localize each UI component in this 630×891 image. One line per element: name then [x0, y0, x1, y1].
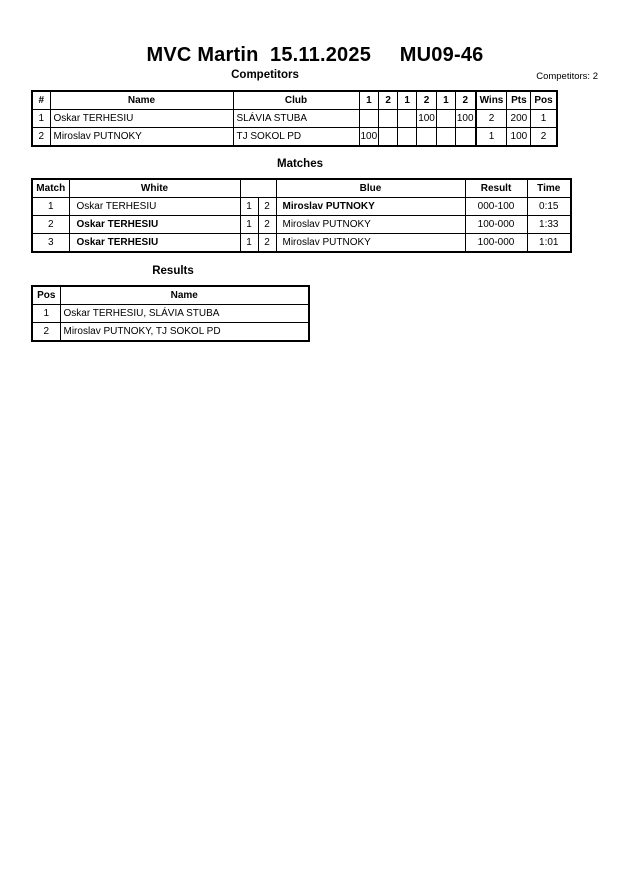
- table-row: [32, 323, 309, 342]
- cell-club: SLÁVIA STUBA: [233, 110, 359, 128]
- cell-number: 2: [32, 128, 50, 147]
- col-result: Result: [465, 179, 527, 198]
- cell-result: 100-000: [465, 216, 527, 234]
- col-match: Match: [32, 179, 69, 198]
- cell-score: 100: [417, 110, 437, 128]
- col-name: Name: [50, 91, 233, 110]
- cell-pos: 2: [531, 128, 557, 147]
- table-row: [32, 305, 309, 323]
- competitors-count: Competitors: 2: [536, 71, 598, 82]
- matches-header-row: [32, 179, 571, 198]
- cell-pts: 100: [507, 128, 531, 147]
- cell-blue-score: 2: [258, 216, 276, 234]
- cell-name: Oskar TERHESIU, SLÁVIA STUBA: [60, 305, 309, 323]
- results-header-row: [32, 286, 309, 305]
- cell-white-score: 1: [240, 234, 258, 253]
- cell-score: [379, 128, 398, 147]
- col-blue: Blue: [276, 179, 465, 198]
- col-bout-3: 1: [398, 91, 417, 110]
- cell-name: Miroslav PUTNOKY: [50, 128, 233, 147]
- cell-club: TJ SOKOL PD: [233, 128, 359, 147]
- cell-score: [436, 128, 455, 147]
- cell-pos: 1: [531, 110, 557, 128]
- competitors-table: [31, 90, 558, 147]
- table-row: [32, 128, 557, 147]
- cell-time: 1:33: [527, 216, 571, 234]
- col-pts: Pts: [507, 91, 531, 110]
- cell-white-score: 1: [240, 198, 258, 216]
- page-title: MVC Martin 15.11.2025 MU09-46: [146, 44, 484, 66]
- competitors-header-row: [32, 91, 557, 110]
- table-row: [32, 198, 571, 216]
- col-number: #: [32, 91, 50, 110]
- cell-score: [417, 128, 437, 147]
- cell-blue: Miroslav PUTNOKY: [276, 216, 465, 234]
- col-white: White: [69, 179, 240, 198]
- cell-score: 100: [359, 128, 379, 147]
- cell-wins: 2: [476, 110, 507, 128]
- col-bout-4: 2: [417, 91, 437, 110]
- cell-name: Oskar TERHESIU: [50, 110, 233, 128]
- cell-score: [398, 110, 417, 128]
- competitors-heading: Competitors: [231, 69, 299, 81]
- cell-number: 1: [32, 110, 50, 128]
- matches-heading: Matches: [276, 158, 324, 170]
- cell-result: 100-000: [465, 234, 527, 253]
- col-name: Name: [60, 286, 309, 305]
- cell-name: Miroslav PUTNOKY, TJ SOKOL PD: [60, 323, 309, 342]
- col-bout-6: 2: [455, 91, 475, 110]
- cell-white: Oskar TERHESIU: [69, 198, 240, 216]
- cell-time: 0:15: [527, 198, 571, 216]
- cell-result: 000-100: [465, 198, 527, 216]
- cell-white-score: 1: [240, 216, 258, 234]
- cell-white: Oskar TERHESIU: [69, 234, 240, 253]
- col-pos: Pos: [531, 91, 557, 110]
- cell-blue-score: 2: [258, 198, 276, 216]
- col-bout-1: 1: [359, 91, 379, 110]
- cell-match: 1: [32, 198, 69, 216]
- cell-score: [359, 110, 379, 128]
- results-heading: Results: [152, 265, 194, 277]
- col-time: Time: [527, 179, 571, 198]
- cell-white: Oskar TERHESIU: [69, 216, 240, 234]
- table-row: [32, 234, 571, 253]
- cell-time: 1:01: [527, 234, 571, 253]
- cell-pos: 1: [32, 305, 60, 323]
- cell-score: [398, 128, 417, 147]
- cell-score: [455, 128, 475, 147]
- cell-blue: Miroslav PUTNOKY: [276, 198, 465, 216]
- cell-score: [436, 110, 455, 128]
- col-wins: Wins: [476, 91, 507, 110]
- cell-blue-score: 2: [258, 234, 276, 253]
- col-white-score: [240, 179, 276, 198]
- table-row: [32, 216, 571, 234]
- cell-match: 3: [32, 234, 69, 253]
- cell-pts: 200: [507, 110, 531, 128]
- col-bout-5: 1: [436, 91, 455, 110]
- cell-blue: Miroslav PUTNOKY: [276, 234, 465, 253]
- results-table: [31, 285, 310, 342]
- cell-match: 2: [32, 216, 69, 234]
- table-row: [32, 110, 557, 128]
- matches-table: [31, 178, 572, 253]
- cell-wins: 1: [476, 128, 507, 147]
- col-bout-2: 2: [379, 91, 398, 110]
- cell-score: [379, 110, 398, 128]
- cell-pos: 2: [32, 323, 60, 342]
- cell-score: 100: [455, 110, 475, 128]
- col-club: Club: [233, 91, 359, 110]
- col-pos: Pos: [32, 286, 60, 305]
